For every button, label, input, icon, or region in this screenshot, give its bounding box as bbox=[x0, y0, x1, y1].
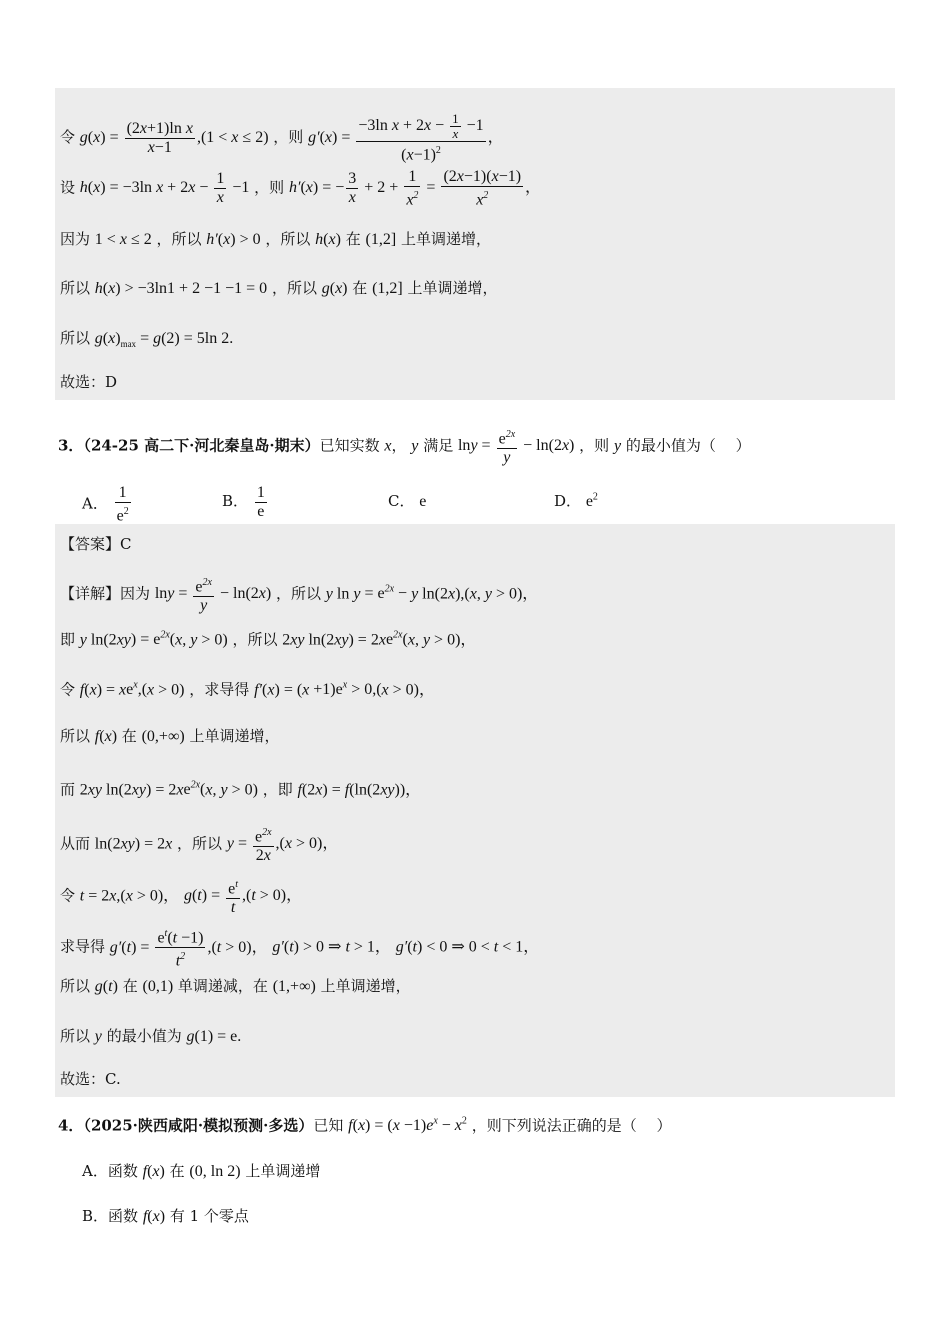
formula: h(x) bbox=[315, 231, 341, 248]
formula: ln(2xy) = 2x bbox=[94, 835, 173, 853]
sol3-line-5: 而 2xy $\ln(2xy) = 2xe^{2x}(x$, y > 0) ，即 f(2x) = f(ln(2xy))， bbox=[60, 780, 422, 799]
formula: h′(x) = − $\frac{3}{x}$ + 2 + $\frac{1}{x^2}$ = $\frac{(2x-1)(x-1)}{x^2}$ ， bbox=[288, 168, 542, 209]
q4-option-b[interactable]: B．函数 f(x) 有 1 个零点 bbox=[82, 1207, 249, 1225]
formula: 2xy $\ln(2xy) = 2xe^{2x}(x$, y > 0)， bbox=[282, 630, 477, 649]
formula: $e^2$ bbox=[585, 491, 598, 510]
formula: g′(t) > 0 ⇒ t > 1， bbox=[272, 938, 391, 956]
formula: g′(t) = $\frac{e^t(t -1)}{t^2}$ ,(t > 0)， bbox=[110, 939, 268, 956]
sol2-line-4: 所以 h(x) > −3ln1 + 2 −1 −1 = 0 ，所以 g(x) 在 (1,2] 上单调递增， bbox=[60, 279, 498, 297]
sol3-answer: 【答案】C bbox=[60, 535, 132, 553]
formula: g(t) bbox=[94, 978, 118, 995]
formula: g(x) bbox=[321, 280, 348, 297]
formula: g(1) = e. bbox=[186, 1028, 242, 1045]
formula: 1 < x ≤ 2 bbox=[94, 231, 152, 248]
formula: $\frac{1}{e}$ bbox=[256, 484, 265, 520]
question-4: 4．（2025·陕西咸阳·模拟预测·多选）已知 $f(x) = (x -1)e^x - x^2$ ，则下列说法正确的是（ ） bbox=[58, 1116, 672, 1135]
sol3-line-7: 令 t = 2x,(x > 0)， g(t) = $\frac{e^t}{t}$ ,(t > 0)， bbox=[60, 876, 302, 917]
sol3-line-6: 从而 ln(2xy) = 2x ，所以 y = $\frac{e^{2x}}{2x}$ ,(x > 0)， bbox=[60, 824, 338, 865]
sol2-line-2: 设 h(x) = −3ln x + 2x − $\frac{1}{x}$ −1 ，则 h′(x) = − $\frac{3}{x}$ + 2 + $\frac{1}{x^2}$ = $\frac{(2x-1)(x-1)}{x^2}$ ， bbox=[60, 168, 542, 209]
formula: h′(x) > 0 bbox=[206, 231, 261, 248]
formula: (0,+∞) bbox=[141, 728, 185, 745]
formula: f(x) bbox=[142, 1208, 166, 1225]
formula: $f(x) = (x -1)e^x - x^2$ bbox=[348, 1116, 467, 1135]
formula: (1,2] bbox=[365, 231, 397, 248]
formula: x bbox=[384, 437, 392, 455]
q4-option-a[interactable]: A．函数 f(x) 在 (0, ln 2) 上单调递增 bbox=[82, 1162, 321, 1180]
formula: 2xy $\ln(2xy) = 2xe^{2x}(x$, y > 0) bbox=[79, 780, 258, 799]
sol3-line-3: 令 $f(x) = xe^x,(x > 0)$ ，求导得 $f'(x) = (x +1)e^x > 0,(x > 0)$， bbox=[60, 680, 436, 699]
formula: $f'(x) = (x +1)e^x > 0,(x > 0)$， bbox=[254, 680, 436, 699]
formula: t = 2x,(x > 0)， bbox=[79, 887, 180, 905]
formula: e bbox=[419, 493, 427, 510]
formula: (0,1) bbox=[142, 978, 174, 995]
formula: g′(t) < 0 ⇒ 0 < t < 1， bbox=[395, 938, 540, 956]
formula: (1,2] bbox=[372, 280, 403, 297]
formula: y bbox=[411, 437, 419, 455]
formula: f(x) bbox=[142, 1163, 165, 1180]
sol3-line-9: 所以 g(t) 在 (0,1) 单调递减，在 (1,+∞) 上单调递增， bbox=[60, 977, 411, 995]
sol2-answer: 故选：D bbox=[60, 373, 118, 391]
formula: lny = $\frac{e^{2x}}{y}$ − ln(2x) bbox=[155, 585, 271, 602]
formula: g′(x) = −3ln x + 2x − $\frac{1}{x}$ −1 $(x-1)^2$ ， bbox=[308, 111, 504, 164]
formula: (0, ln 2) bbox=[189, 1163, 241, 1180]
q3-option-b[interactable]: B． $\frac{1}{e}$ bbox=[222, 484, 269, 521]
sol3-line-4: 所以 f(x) 在 (0,+∞) 上单调递增， bbox=[60, 727, 280, 745]
formula: $f(x) = xe^x,(x > 0)$ bbox=[79, 680, 185, 699]
formula: y bbox=[94, 1028, 102, 1045]
formula: h(x) = −3ln x + 2x − $\frac{1}{x}$ −1 bbox=[79, 170, 250, 207]
sol2-line-3: 因为 1 < x ≤ 2 ，所以 h′(x) > 0 ，所以 h(x) 在 (1,2] 上单调递增， bbox=[60, 230, 491, 248]
sol3-line-1: 【详解】因为 lny = $\frac{e^{2x}}{y}$ − ln(2x) ，所以 y $\ln y = e^{2x} - y$ ln(2x),(x, y > 0)， bbox=[60, 574, 538, 615]
formula: g(x) = $\frac{\text{(2x+1)ln x}}{x-1}$ ,(1 < x ≤ 2) bbox=[79, 119, 269, 156]
q3-option-c[interactable]: C． e bbox=[388, 492, 427, 510]
formula: lny = $\frac{e^{2x}}{y}$ − ln(2x) bbox=[458, 437, 574, 454]
q3-option-d[interactable]: D． $e^2$ bbox=[554, 491, 598, 510]
formula: f(x) bbox=[94, 728, 118, 745]
question-3: 3．（24-25 高二下·河北秦皇岛·期末）已知实数 x， y 满足 lny = $\frac{e^{2x}}{y}$ − ln(2x) ，则 y 的最小值为（ ） bbox=[58, 426, 751, 467]
formula: y bbox=[613, 437, 622, 455]
sol3-line-8: 求导得 g′(t) = $\frac{e^t(t -1)}{t^2}$ ,(t > 0)， g′(t) > 0 ⇒ t > 1， g′(t) < 0 ⇒ 0 < t < 1， bbox=[60, 925, 539, 971]
formula: $\frac{1}{e^2}$ bbox=[116, 484, 129, 525]
sol2-line-1: 令 g(x) = $\frac{\text{(2x+1)ln x}}{x-1}$ ,(1 < x ≤ 2) ，则 g′(x) = −3ln x + 2x − $\frac{1}{x}$ −1 $(x-1)^2$ ， bbox=[60, 111, 504, 164]
formula: y $\ln y = e^{2x} - y$ ln(2x),(x, y > 0)， bbox=[325, 584, 539, 603]
formula: $g(x)_{max} = g(2) = 5\ln$ 2. bbox=[94, 330, 234, 350]
sol2-line-5: 所以 $g(x)_{max} = g(2) = 5\ln$ 2. bbox=[60, 329, 234, 350]
formula: (1,+∞) bbox=[272, 978, 316, 995]
formula: y $\ln(2xy) = e^{2x}(x$, y > 0) bbox=[79, 630, 228, 649]
formula: y = $\frac{e^{2x}}{2x}$ ,(x > 0)， bbox=[227, 835, 339, 852]
sol3-line-2: 即 y $\ln(2xy) = e^{2x}(x$, y > 0) ，所以 2xy $\ln(2xy) = 2xe^{2x}(x$, y > 0)， bbox=[60, 630, 477, 649]
sol3-answer-line: 故选：C. bbox=[60, 1070, 121, 1088]
sol3-line-10: 所以 y 的最小值为 g(1) = e. bbox=[60, 1027, 242, 1045]
q3-option-a[interactable]: A． $\frac{1}{e^2}$ bbox=[82, 484, 133, 525]
formula: f(2x) = f(ln(2xy))， bbox=[297, 781, 422, 799]
formula: g(t) = $\frac{e^t}{t}$ ,(t > 0)， bbox=[184, 887, 302, 904]
formula: h(x) > −3ln1 + 2 −1 −1 = 0 bbox=[94, 280, 268, 297]
